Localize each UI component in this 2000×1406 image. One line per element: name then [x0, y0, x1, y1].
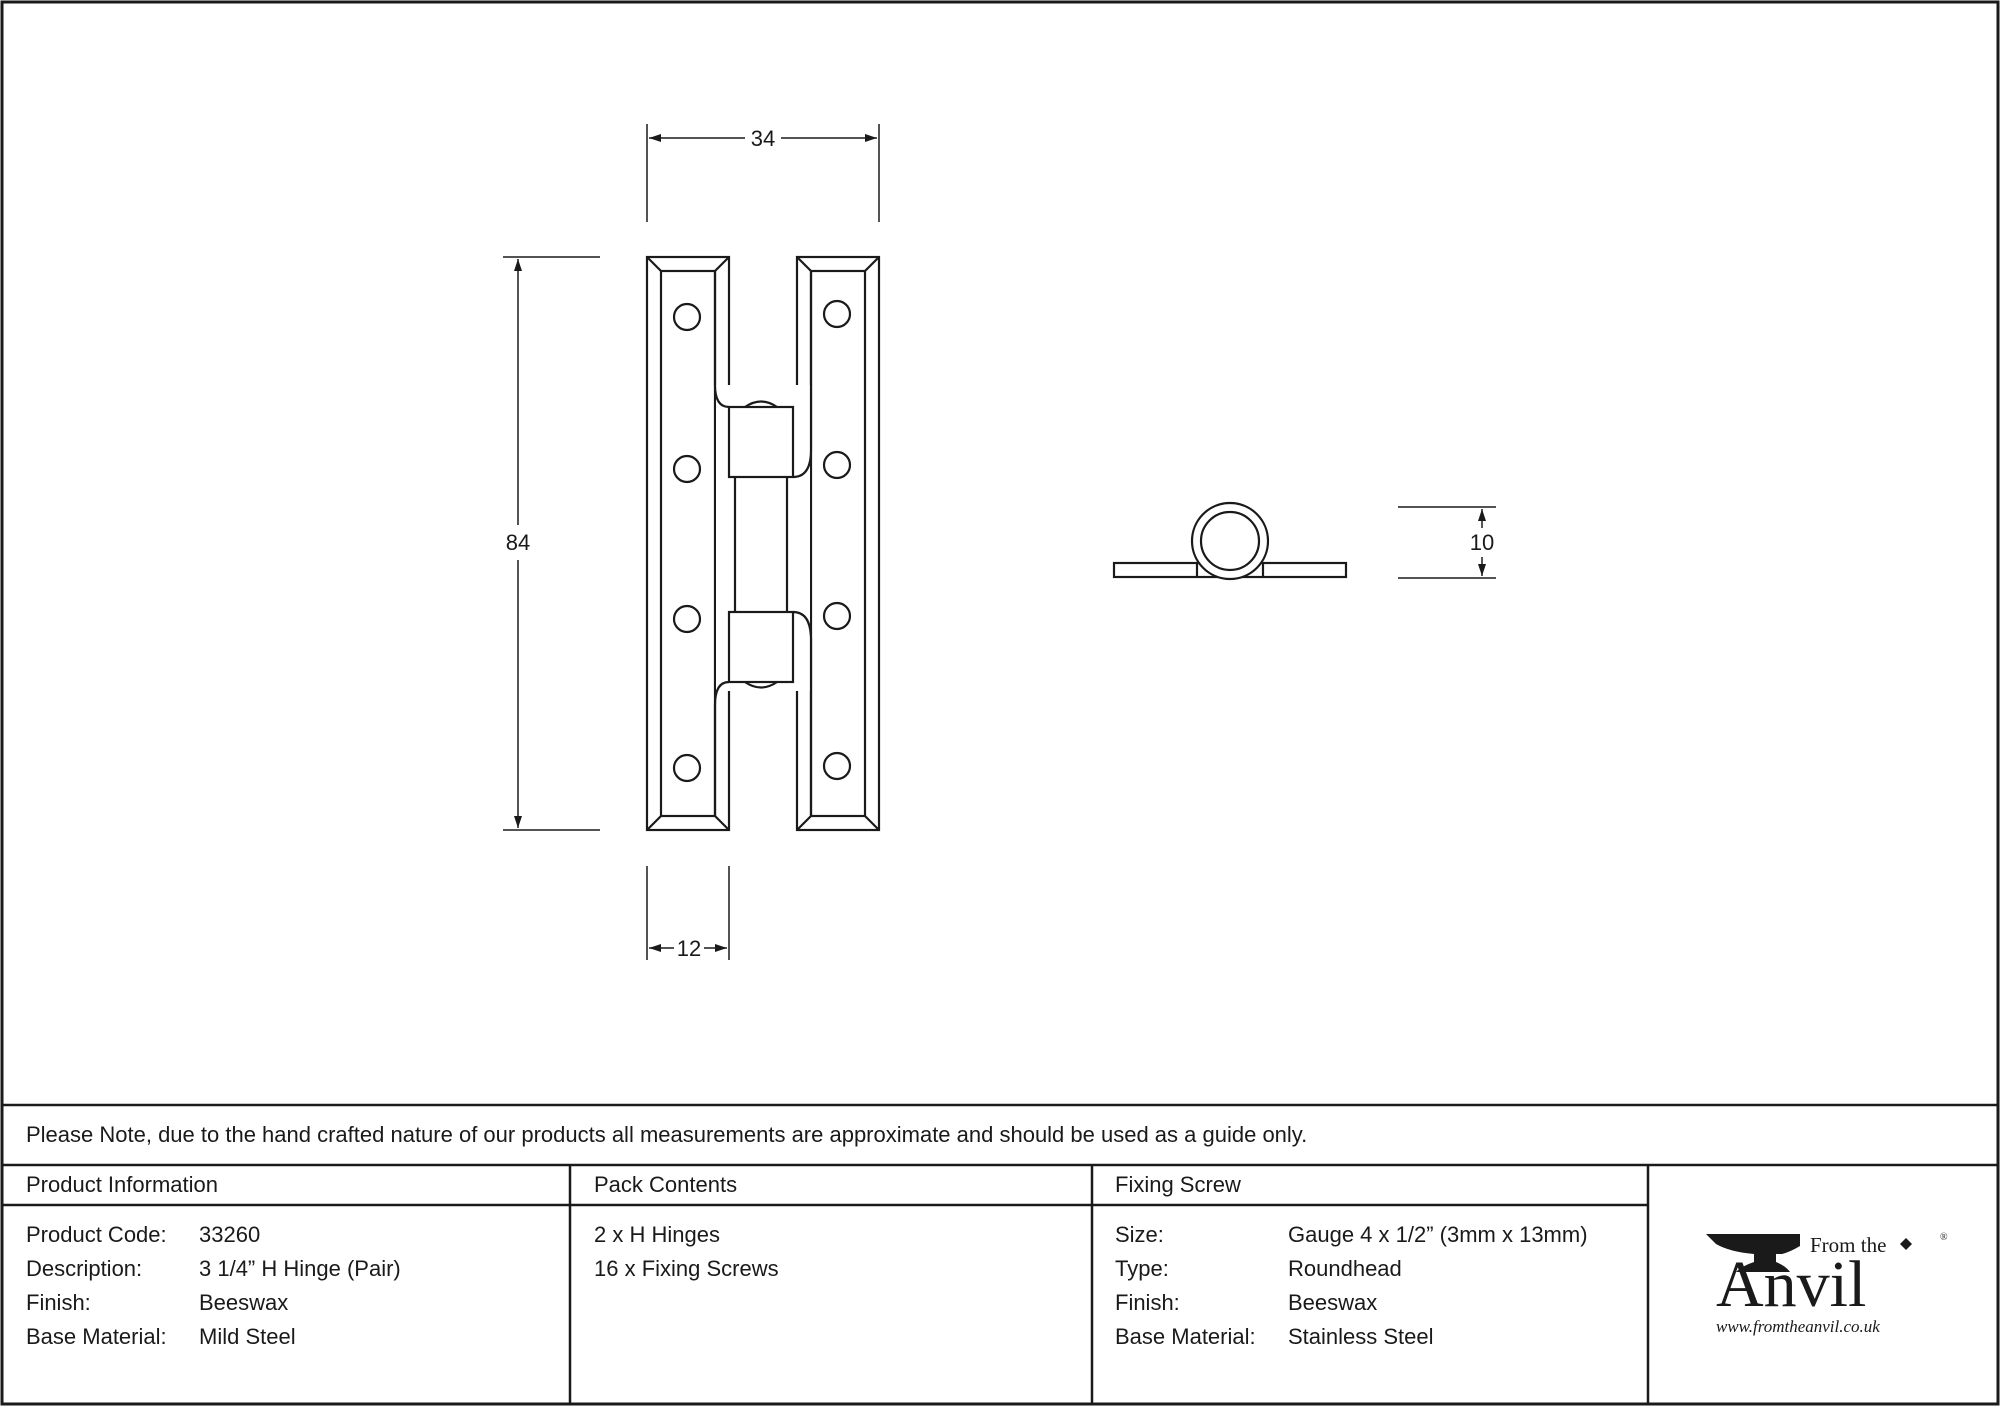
hinge-top-view [1114, 503, 1346, 579]
description-value: 3 1/4” H Hinge (Pair) [199, 1256, 401, 1281]
product-info-heading: Product Information [26, 1172, 218, 1197]
screw-type-value: Roundhead [1288, 1256, 1402, 1281]
pack-contents-heading: Pack Contents [594, 1172, 738, 1197]
screw-type-label: Type: [1115, 1256, 1169, 1281]
base-material-label: Base Material: [26, 1324, 167, 1349]
screw-size-label: Size: [1115, 1222, 1164, 1247]
screw-finish-value: Beeswax [1288, 1290, 1378, 1315]
screw-finish-label: Finish: [1115, 1290, 1180, 1315]
product-code-label: Product Code: [26, 1222, 167, 1247]
dim-leaf-label: 12 [676, 936, 702, 961]
from-the-anvil-logo [1706, 1232, 1948, 1336]
product-code-value: 33260 [199, 1222, 261, 1247]
finish-value: Beeswax [199, 1290, 289, 1315]
measurement-note: Please Note, due to the hand crafted nature of our products all measurements are approximate and should be used as a guide only. [26, 1122, 1308, 1147]
screw-material-value: Stainless Steel [1288, 1324, 1434, 1349]
screw-size-value: Gauge 4 x 1/2” (3mm x 13mm) [1288, 1222, 1588, 1247]
screw-material-label: Base Material: [1115, 1324, 1256, 1349]
fixing-screw-heading: Fixing Screw [1115, 1172, 1241, 1197]
logo-url: www.fromtheanvil.co.uk [1716, 1317, 1880, 1336]
finish-label: Finish: [26, 1290, 91, 1315]
dim-knuckle-label: 10 [1469, 530, 1495, 555]
dim-height-label: 84 [505, 530, 531, 555]
hinge-front-view [647, 257, 879, 830]
logo-from-the: From the [1810, 1233, 1887, 1257]
svg-text:®: ® [1940, 1232, 1948, 1243]
description-label: Description: [26, 1256, 143, 1281]
dim-width-label: 34 [750, 126, 776, 151]
title-block-grid [2, 1105, 1998, 1404]
logo-brand: Anvil [1716, 1248, 1867, 1321]
sheet-border [2, 2, 1998, 1404]
diamond-icon [1900, 1238, 1912, 1250]
pack-item: 16 x Fixing Screws [594, 1256, 779, 1281]
base-material-value: Mild Steel [199, 1324, 296, 1349]
pack-item: 2 x H Hinges [594, 1222, 720, 1247]
